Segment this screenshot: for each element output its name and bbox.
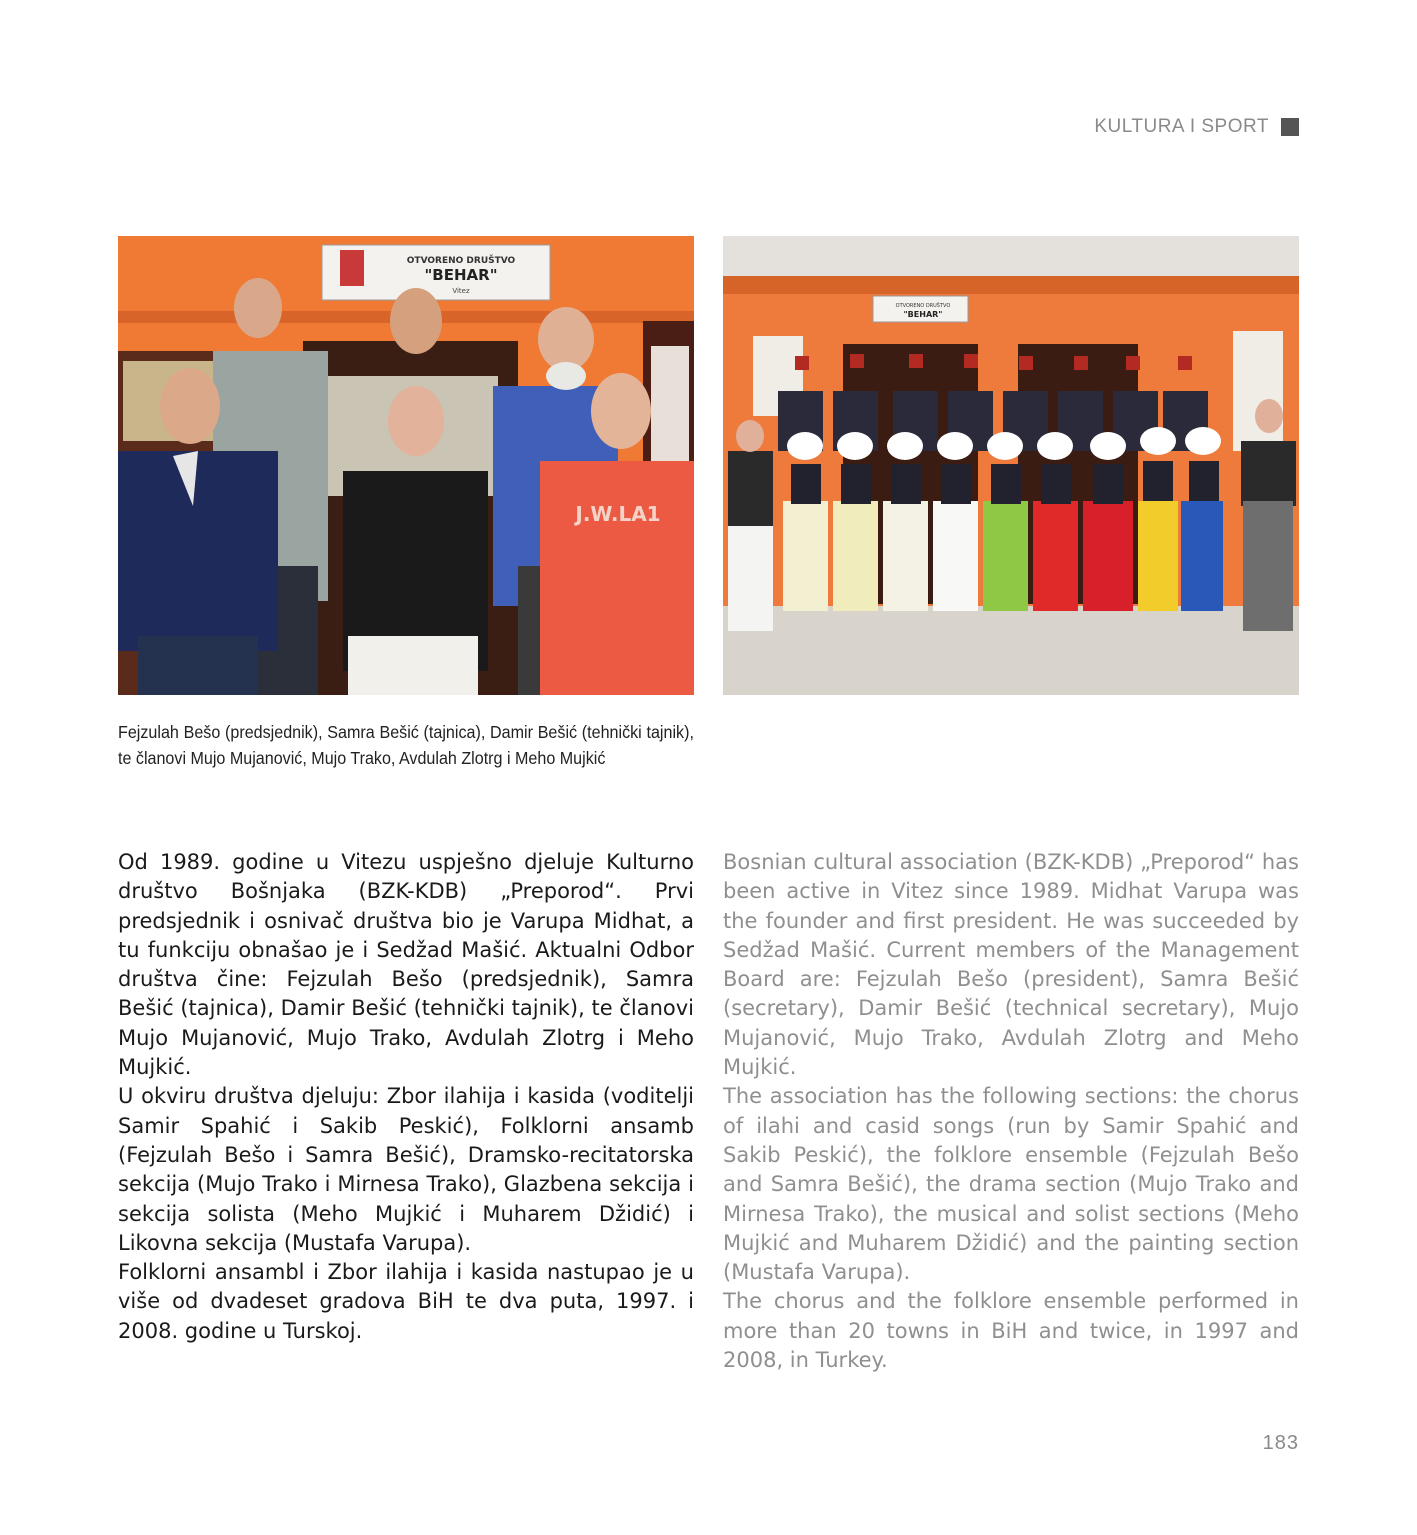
sign-line1: OTVORENO DRUŠTVO	[895, 303, 951, 309]
bosnian-text-column	[118, 848, 694, 1346]
sign-line3: Vitez	[452, 287, 470, 295]
english-paragraph-2: The association has the following sections: the chorus of ilahi and casid songs (run by Samir Spahić and Sakib Peskić), the folklore ensemble (Fejzulah Bešo and Samra Bešić), the drama section (Mujo Trako and Mirnesa Trako), the musical and solist sections (Meho Mujkić and Muharem Džidić) and the painting section (Mustafa Varupa).	[723, 1084, 1299, 1285]
section-header	[1094, 116, 1299, 138]
board-members-photo	[118, 236, 694, 695]
english-text-column	[723, 848, 1299, 1375]
behar-sign	[873, 296, 968, 322]
women-front-row	[783, 427, 1223, 611]
english-paragraph-1: Bosnian cultural association (BZK-KDB) „Preporod“ has been active in Vitez since 1989. Midhat Varupa was the founder and first president. He was succeeded by Sedžad Mašić. Current members of the Management Board are: Fejzulah Bešo (president), Samra Bešić (secretary), Damir Bešić (technical secretary), Mujo Mujanović, Mujo Trako, Avdulah Zlotrg and Meho Mujkić.	[723, 850, 1299, 1080]
header-square-marker	[1281, 118, 1299, 136]
bosnian-paragraph-3: Folklorni ansambl i Zbor ilahija i kasida nastupao je u više od dvadeset gradova BiH te dva puta, 1997. i 2008. godine u Turskoj.	[118, 1260, 694, 1343]
sign-line2: "BEHAR"	[424, 266, 498, 284]
folklore-ensemble-photo	[723, 236, 1299, 695]
english-paragraph-3: The chorus and the folklore ensemble performed in more than 20 towns in BiH and twice, in 1997 and 2008, in Turkey.	[723, 1289, 1299, 1373]
photo-caption: Fejzulah Bešo (predsjednik), Samra Bešić (tajnica), Damir Bešić (tehnički tajnik), te članovi Mujo Mujanović, Mujo Trako, Avdulah Zlotrg i Meho Mujkić	[118, 722, 694, 768]
sign-line1: OTVORENO DRUŠTVO	[406, 256, 516, 266]
bosnian-paragraph-2: U okviru društva djeluju: Zbor ilahija i kasida (voditelji Samir Spahić i Sakib Peskić), Folklorni ansamb (Fejzulah Bešo i Samra Bešić), Dramsko-recitatorska sekcija (Mujo Trako i Mirnesa Trako), Glazbena sekcija i sekcija solista (Meho Mujkić i Muharem Džidić) i Likovna sekcija (Mustafa Varupa).	[118, 1084, 694, 1255]
behar-sign	[322, 245, 550, 300]
svg-text:J.W.LA1: J.W.LA1	[575, 502, 661, 526]
section-title: KULTURA I SPORT	[1094, 116, 1269, 137]
person-left-edge	[728, 420, 773, 631]
sign-line2: "BEHAR"	[903, 310, 943, 319]
page-number: 183	[1262, 1432, 1299, 1454]
bosnian-paragraph-1: Od 1989. godine u Vitezu uspješno djeluje Kulturno društvo Bošnjaka (BZK-KDB) „Preporod“. Prvi predsjednik i osnivač društva bio je Varupa Midhat, a tu funkciju obnašao je i Sedžad Mašić. Aktualni Odbor društva čine: Fejzulah Bešo (predsjednik), Samra Bešić (tajnica), Damir Bešić (tehnički tajnik), te članovi Mujo Mujanović, Mujo Trako, Avdulah Zlotrg i Meho Mujkić.	[118, 850, 694, 1080]
